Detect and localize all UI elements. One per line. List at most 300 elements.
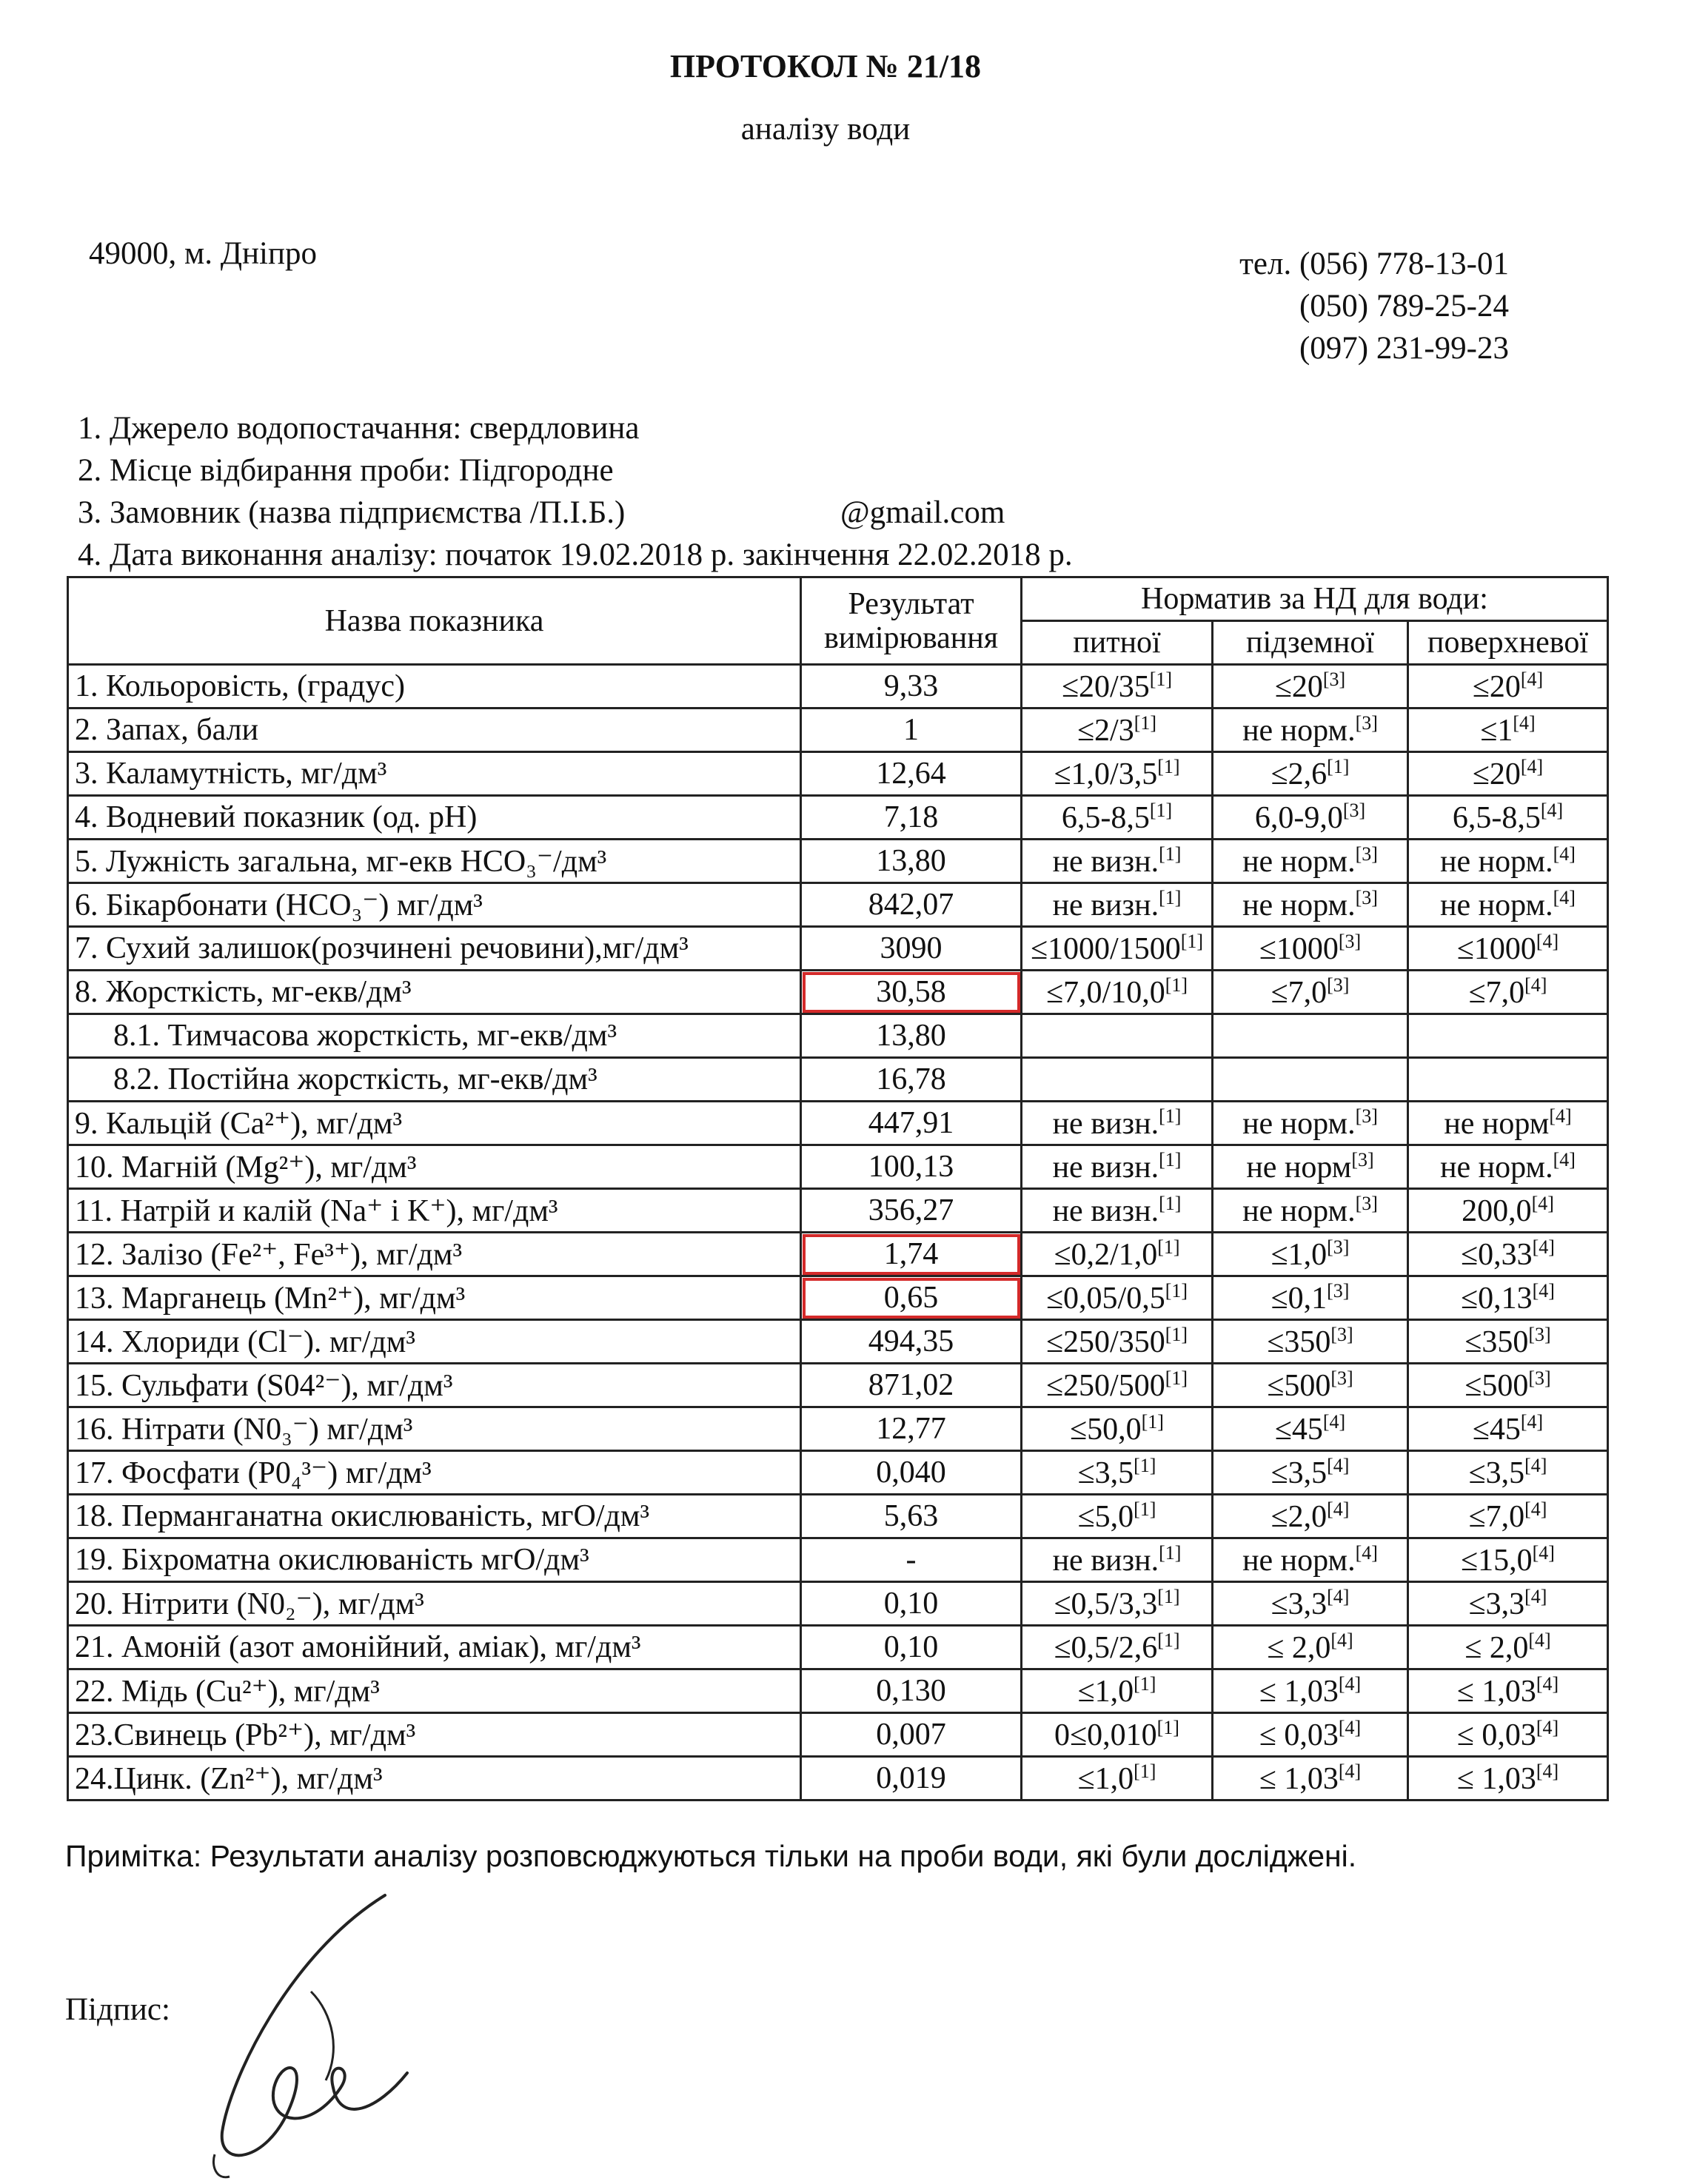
- table-row: [68, 1669, 1608, 1713]
- norm-value: ≤500: [1464, 1368, 1529, 1403]
- norm-value: ≤5,0: [1077, 1499, 1134, 1534]
- table-row: [68, 1058, 1608, 1102]
- norm-ref: [4]: [1327, 1498, 1350, 1520]
- norm-ref: [4]: [1524, 1454, 1547, 1476]
- norm-cell: [1213, 1582, 1408, 1626]
- norm-value: не визн.: [1052, 888, 1159, 922]
- norm-value: не норм.: [1242, 1193, 1356, 1228]
- norm-value: ≤45: [1274, 1412, 1323, 1447]
- measurement-result: 0,10: [801, 1626, 1022, 1669]
- norm-cell: [1213, 796, 1408, 840]
- norm-value: 6,5-8,5: [1061, 800, 1150, 835]
- norm-cell: [1213, 971, 1408, 1014]
- norm-value: ≤3,5: [1077, 1456, 1134, 1490]
- norm-cell: [1022, 1495, 1213, 1538]
- norm-ref: [1]: [1159, 1105, 1182, 1127]
- indicator-name: 15. Сульфати (S04²⁻), мг/дм³: [68, 1364, 801, 1407]
- norm-cell: [1213, 840, 1408, 883]
- norm-cell: [1213, 1626, 1408, 1669]
- norm-value: ≤1000: [1456, 931, 1536, 966]
- norm-cell: [1213, 752, 1408, 796]
- norm-cell: [1213, 1538, 1408, 1582]
- norm-ref: [4]: [1327, 1454, 1350, 1476]
- norm-cell: [1213, 1713, 1408, 1757]
- norm-cell: [1022, 752, 1213, 796]
- measurement-result: 30,58: [801, 971, 1022, 1014]
- norm-ref: [3]: [1355, 1105, 1378, 1127]
- norm-value: ≤20: [1472, 757, 1521, 791]
- norm-ref: [4]: [1531, 1192, 1554, 1214]
- phone-2: (050) 789-25-24: [1299, 289, 1509, 324]
- table-row: [68, 840, 1608, 883]
- norm-value: не норм: [1444, 1106, 1550, 1141]
- info-analysis-dates: 4. Дата виконання аналізу: початок 19.02.2018 р. закінчення 22.02.2018 р.: [78, 537, 1073, 572]
- norm-cell: [1408, 1058, 1608, 1102]
- measurement-result: 494,35: [801, 1320, 1022, 1364]
- indicator-name: 21. Амоній (азот амонійний, аміак), мг/дм³: [68, 1626, 801, 1669]
- norm-cell: [1213, 1669, 1408, 1713]
- table-row: [68, 1451, 1608, 1495]
- norm-value: ≤0,5/2,6: [1054, 1630, 1158, 1665]
- norm-cell: [1022, 1451, 1213, 1495]
- measurement-result: 5,63: [801, 1495, 1022, 1538]
- norm-cell: [1408, 1102, 1608, 1145]
- norm-ref: [3]: [1330, 1367, 1353, 1389]
- norm-ref: [1]: [1159, 1541, 1182, 1564]
- results-table-body: [68, 665, 1608, 1801]
- norm-cell: [1408, 1364, 1608, 1407]
- indicator-name: 4. Водневий показник (од. pH): [68, 796, 801, 840]
- measurement-result: 871,02: [801, 1364, 1022, 1407]
- norm-cell: [1408, 1189, 1608, 1233]
- indicator-name: 9. Кальцій (Ca²⁺), мг/дм³: [68, 1102, 801, 1145]
- indicator-name: 12. Залізо (Fe²⁺, Fe³⁺), мг/дм³: [68, 1233, 801, 1276]
- measurement-result: 12,64: [801, 752, 1022, 796]
- table-row: [68, 1407, 1608, 1451]
- norm-cell: [1022, 1014, 1213, 1058]
- norm-ref: [1]: [1165, 1367, 1188, 1389]
- norm-value: ≤20/35: [1061, 669, 1150, 704]
- norm-value: ≤7,0/10,0: [1045, 975, 1165, 1010]
- norm-cell: [1213, 1145, 1408, 1189]
- norm-ref: [1]: [1156, 1716, 1179, 1738]
- norm-value: не норм.: [1242, 713, 1356, 748]
- footnote: Примітка: Результати аналізу розповсюджуються тільки на проби води, які були досліджені.: [65, 1839, 1357, 1873]
- measurement-result: 842,07: [801, 883, 1022, 927]
- norm-value: ≤ 1,03: [1456, 1761, 1536, 1796]
- norm-value: ≤1,0/3,5: [1054, 757, 1158, 791]
- measurement-result: 100,13: [801, 1145, 1022, 1189]
- norm-cell: [1213, 1189, 1408, 1233]
- header-indicator-name: Назва показника: [68, 577, 801, 665]
- norm-ref: [4]: [1549, 1105, 1572, 1127]
- norm-value: не норм.: [1242, 1543, 1356, 1578]
- info-sampling-place: 2. Місце відбирання проби: Підгородне: [78, 453, 614, 488]
- norm-ref: [4]: [1553, 843, 1576, 865]
- norm-value: ≤0,1: [1270, 1281, 1328, 1316]
- table-row: [68, 1189, 1608, 1233]
- info-customer-label: 3. Замовник (назва підприємства /П.І.Б.): [78, 495, 626, 530]
- norm-ref: [4]: [1528, 1629, 1551, 1651]
- table-row: [68, 1713, 1608, 1757]
- norm-cell: [1213, 1495, 1408, 1538]
- norm-cell: [1022, 1582, 1213, 1626]
- norm-cell: [1213, 1364, 1408, 1407]
- table-row: [68, 709, 1608, 752]
- norm-value: ≤1000: [1259, 931, 1339, 966]
- indicator-name: 19. Біхроматна окислюваність мгО/дм³: [68, 1538, 801, 1582]
- norm-ref: [3]: [1355, 711, 1378, 734]
- norm-cell: [1213, 709, 1408, 752]
- indicator-name: 6. Бікарбонати (HCO₃⁻) мг/дм³: [68, 883, 801, 927]
- indicator-name: 23.Свинець (Pb²⁺), мг/дм³: [68, 1713, 801, 1757]
- norm-value: ≤ 1,03: [1259, 1674, 1339, 1709]
- table-row: [68, 1495, 1608, 1538]
- norm-value: ≤50,0: [1070, 1412, 1142, 1447]
- header-norm-drinking: питної: [1022, 621, 1213, 665]
- norm-cell: [1408, 709, 1608, 752]
- norm-cell: [1022, 1713, 1213, 1757]
- norm-value: ≤3,3: [1270, 1587, 1328, 1621]
- results-table: [67, 576, 1609, 1801]
- measurement-result: 0,040: [801, 1451, 1022, 1495]
- norm-value: ≤1,0: [1077, 1761, 1134, 1796]
- measurement-result: 3090: [801, 927, 1022, 971]
- norm-ref: [1]: [1149, 668, 1173, 690]
- norm-ref: [4]: [1532, 1279, 1555, 1302]
- norm-cell: [1408, 1145, 1608, 1189]
- norm-cell: [1022, 1669, 1213, 1713]
- norm-cell: [1022, 840, 1213, 883]
- norm-cell: [1408, 840, 1608, 883]
- norm-cell: [1408, 1757, 1608, 1801]
- norm-ref: [1]: [1157, 1629, 1180, 1651]
- norm-ref: [4]: [1536, 1716, 1559, 1738]
- norm-ref: [1]: [1134, 1672, 1156, 1695]
- measurement-result: 0,65: [801, 1276, 1022, 1320]
- measurement-result: 0,019: [801, 1757, 1022, 1801]
- norm-cell: [1213, 1451, 1408, 1495]
- norm-value: не визн.: [1052, 1543, 1159, 1578]
- norm-ref: [1]: [1134, 1454, 1156, 1476]
- norm-cell: [1022, 1189, 1213, 1233]
- norm-ref: [1]: [1180, 930, 1204, 952]
- norm-cell: [1022, 1626, 1213, 1669]
- norm-ref: [3]: [1322, 668, 1346, 690]
- norm-ref: [4]: [1536, 1760, 1559, 1782]
- norm-cell: [1022, 1364, 1213, 1407]
- indicator-name: 24.Цинк. (Zn²⁺), мг/дм³: [68, 1757, 801, 1801]
- indicator-name: 5. Лужність загальна, мг-екв HCO₃⁻/дм³: [68, 840, 801, 883]
- norm-cell: [1408, 1669, 1608, 1713]
- norm-cell: [1213, 883, 1408, 927]
- norm-cell: [1022, 1757, 1213, 1801]
- norm-ref: [4]: [1513, 711, 1536, 734]
- table-row: [68, 752, 1608, 796]
- indicator-name: 8.1. Тимчасова жорсткість, мг-екв/дм³: [68, 1014, 801, 1058]
- phone-block: [1239, 243, 1509, 369]
- norm-value: ≤15,0: [1461, 1543, 1533, 1578]
- phone-3: (097) 231-99-23: [1299, 331, 1509, 366]
- measurement-result: 12,77: [801, 1407, 1022, 1451]
- norm-ref: [4]: [1524, 974, 1547, 996]
- table-row: [68, 1102, 1608, 1145]
- norm-value: 6,5-8,5: [1452, 800, 1541, 835]
- norm-value: ≤7,0: [1468, 975, 1525, 1010]
- norm-ref: [3]: [1355, 843, 1378, 865]
- norm-value: ≤ 0,03: [1259, 1718, 1339, 1752]
- norm-cell: [1408, 1582, 1608, 1626]
- norm-cell: [1213, 1102, 1408, 1145]
- table-row: [68, 1364, 1608, 1407]
- norm-cell: [1022, 883, 1213, 927]
- norm-value: ≤2,0: [1270, 1499, 1328, 1534]
- document-title: ПРОТОКОЛ № 21/18: [669, 48, 982, 84]
- norm-ref: [3]: [1330, 1323, 1353, 1345]
- measurement-result: 0,130: [801, 1669, 1022, 1713]
- norm-ref: [4]: [1338, 1760, 1362, 1782]
- measurement-result: 9,33: [801, 665, 1022, 709]
- indicator-name: 16. Нітрати (N0₃⁻) мг/дм³: [68, 1407, 801, 1451]
- measurement-result: 447,91: [801, 1102, 1022, 1145]
- norm-value: ≤ 2,0: [1267, 1630, 1331, 1665]
- norm-value: ≤250/350: [1045, 1324, 1165, 1359]
- norm-value: не норм.: [1440, 1150, 1553, 1185]
- norm-ref: [1]: [1165, 1279, 1188, 1302]
- indicator-name: 13. Марганець (Mn²⁺), мг/дм³: [68, 1276, 801, 1320]
- measurement-result: 16,78: [801, 1058, 1022, 1102]
- indicator-name: 17. Фосфати (P0₄³⁻) мг/дм³: [68, 1451, 801, 1495]
- norm-value: ≤7,0: [1270, 975, 1328, 1010]
- norm-ref: [1]: [1159, 1148, 1182, 1170]
- norm-ref: [4]: [1540, 799, 1564, 821]
- norm-cell: [1408, 883, 1608, 927]
- signature-label: Підпис:: [65, 1992, 170, 2027]
- signature-image: [200, 1888, 437, 2184]
- norm-ref: [3]: [1351, 1148, 1374, 1170]
- indicator-name: 10. Магній (Mg²⁺), мг/дм³: [68, 1145, 801, 1189]
- norm-ref: [4]: [1355, 1541, 1378, 1564]
- norm-value: ≤250/500: [1045, 1368, 1165, 1403]
- norm-cell: [1408, 1014, 1608, 1058]
- document-subtitle: аналізу води: [740, 112, 911, 147]
- customer-email: @gmail.com: [840, 495, 1005, 530]
- measurement-result: 1,74: [801, 1233, 1022, 1276]
- norm-ref: [1]: [1149, 799, 1173, 821]
- norm-value: ≤ 0,03: [1456, 1718, 1536, 1752]
- norm-value: 200,0: [1462, 1193, 1532, 1228]
- norm-value: ≤45: [1472, 1412, 1521, 1447]
- indicator-name: 8.2. Постійна жорсткість, мг-екв/дм³: [68, 1058, 801, 1102]
- norm-ref: [1]: [1157, 755, 1180, 777]
- norm-cell: [1022, 1407, 1213, 1451]
- norm-ref: [4]: [1524, 1498, 1547, 1520]
- header-norm-surface: поверхневої: [1408, 621, 1608, 665]
- norm-cell: [1213, 1757, 1408, 1801]
- header-norm: Норматив за НД для води:: [1022, 577, 1608, 621]
- norm-ref: [1]: [1159, 1192, 1182, 1214]
- norm-value: не норм.: [1440, 844, 1553, 879]
- norm-cell: [1408, 1276, 1608, 1320]
- info-block: [78, 407, 1073, 576]
- norm-ref: [1]: [1159, 886, 1182, 908]
- norm-value: ≤350: [1267, 1324, 1331, 1359]
- norm-cell: [1022, 1233, 1213, 1276]
- indicator-name: 22. Мідь (Cu²⁺), мг/дм³: [68, 1669, 801, 1713]
- norm-ref: [3]: [1528, 1367, 1551, 1389]
- norm-value: не визн.: [1052, 1193, 1159, 1228]
- norm-ref: [1]: [1134, 711, 1157, 734]
- norm-value: ≤3,5: [1270, 1456, 1328, 1490]
- norm-cell: [1022, 971, 1213, 1014]
- norm-cell: [1408, 1233, 1608, 1276]
- norm-cell: [1408, 1713, 1608, 1757]
- measurement-result: -: [801, 1538, 1022, 1582]
- norm-ref: [3]: [1327, 1279, 1350, 1302]
- norm-ref: [4]: [1338, 1716, 1362, 1738]
- norm-value: ≤2,6: [1270, 757, 1328, 791]
- norm-ref: [4]: [1536, 930, 1559, 952]
- norm-value: ≤1,0: [1077, 1674, 1134, 1709]
- norm-value: не норм.: [1242, 888, 1356, 922]
- norm-cell: [1408, 927, 1608, 971]
- norm-cell: [1022, 927, 1213, 971]
- norm-cell: [1408, 1495, 1608, 1538]
- norm-value: ≤3,5: [1468, 1456, 1525, 1490]
- indicator-name: 14. Хлориди (Cl⁻). мг/дм³: [68, 1320, 801, 1364]
- norm-value: ≤2/3: [1077, 713, 1134, 748]
- indicator-name: 1. Кольоровість, (градус): [68, 665, 801, 709]
- norm-value: ≤1: [1480, 713, 1513, 748]
- norm-cell: [1408, 665, 1608, 709]
- norm-cell: [1213, 1320, 1408, 1364]
- norm-cell: [1213, 1407, 1408, 1451]
- norm-ref: [3]: [1338, 930, 1362, 952]
- norm-value: ≤0,05/0,5: [1045, 1281, 1165, 1316]
- norm-value: не норм.: [1440, 888, 1553, 922]
- norm-ref: [4]: [1520, 1410, 1544, 1433]
- indicator-name: 7. Сухий залишок(розчинені речовини),мг/дм³: [68, 927, 801, 971]
- indicator-name: 3. Каламутність, мг/дм³: [68, 752, 801, 796]
- table-row: [68, 1276, 1608, 1320]
- table-row: [68, 1145, 1608, 1189]
- phone-1: тел. (056) 778-13-01: [1239, 247, 1509, 281]
- norm-cell: [1408, 752, 1608, 796]
- norm-value: ≤20: [1472, 669, 1521, 704]
- table-row: [68, 1626, 1608, 1669]
- table-row: [68, 1757, 1608, 1801]
- norm-value: ≤3,3: [1468, 1587, 1525, 1621]
- norm-value: 0≤0,010: [1054, 1718, 1157, 1752]
- measurement-result: 356,27: [801, 1189, 1022, 1233]
- table-row: [68, 1320, 1608, 1364]
- norm-ref: [4]: [1338, 1672, 1362, 1695]
- norm-cell: [1022, 1320, 1213, 1364]
- norm-cell: [1408, 1538, 1608, 1582]
- norm-cell: [1408, 1626, 1608, 1669]
- norm-ref: [4]: [1524, 1585, 1547, 1607]
- address: 49000, м. Дніпро: [89, 236, 318, 271]
- indicator-name: 2. Запах, бали: [68, 709, 801, 752]
- norm-ref: [1]: [1141, 1410, 1164, 1433]
- norm-value: ≤7,0: [1468, 1499, 1525, 1534]
- norm-cell: [1408, 971, 1608, 1014]
- norm-value: не визн.: [1052, 1106, 1159, 1141]
- norm-ref: [1]: [1159, 843, 1182, 865]
- norm-ref: [3]: [1355, 1192, 1378, 1214]
- norm-value: не норм: [1246, 1150, 1352, 1185]
- norm-ref: [1]: [1157, 1236, 1180, 1258]
- measurement-result: 13,80: [801, 840, 1022, 883]
- norm-ref: [1]: [1134, 1760, 1156, 1782]
- info-customer: [78, 492, 1073, 534]
- norm-cell: [1213, 1276, 1408, 1320]
- norm-value: ≤0,2/1,0: [1054, 1237, 1158, 1272]
- table-row: [68, 1582, 1608, 1626]
- norm-value: ≤1,0: [1270, 1237, 1328, 1272]
- norm-ref: [3]: [1327, 974, 1350, 996]
- norm-ref: [1]: [1165, 974, 1188, 996]
- norm-cell: [1213, 665, 1408, 709]
- norm-cell: [1022, 1058, 1213, 1102]
- norm-value: ≤0,13: [1461, 1281, 1533, 1316]
- indicator-name: 20. Нітрити (N0₂⁻), мг/дм³: [68, 1582, 801, 1626]
- measurement-result: 13,80: [801, 1014, 1022, 1058]
- norm-ref: [4]: [1553, 1148, 1576, 1170]
- norm-ref: [4]: [1330, 1629, 1353, 1651]
- table-row: [68, 883, 1608, 927]
- indicator-name: 8. Жорсткість, мг-екв/дм³: [68, 971, 801, 1014]
- norm-cell: [1022, 1102, 1213, 1145]
- norm-ref: [4]: [1532, 1541, 1555, 1564]
- norm-ref: [4]: [1532, 1236, 1555, 1258]
- norm-ref: [3]: [1528, 1323, 1551, 1345]
- norm-cell: [1022, 665, 1213, 709]
- measurement-result: 1: [801, 709, 1022, 752]
- norm-cell: [1213, 1233, 1408, 1276]
- norm-ref: [4]: [1327, 1585, 1350, 1607]
- table-row: [68, 971, 1608, 1014]
- norm-cell: [1022, 709, 1213, 752]
- norm-cell: [1408, 1451, 1608, 1495]
- norm-value: ≤0,5/3,3: [1054, 1587, 1158, 1621]
- norm-value: не визн.: [1052, 1150, 1159, 1185]
- norm-ref: [4]: [1520, 668, 1544, 690]
- norm-value: ≤ 2,0: [1464, 1630, 1529, 1665]
- header-norm-ground: підземної: [1213, 621, 1408, 665]
- norm-ref: [3]: [1327, 1236, 1350, 1258]
- norm-value: ≤ 1,03: [1456, 1674, 1536, 1709]
- norm-cell: [1408, 1407, 1608, 1451]
- norm-ref: [4]: [1536, 1672, 1559, 1695]
- table-row: [68, 796, 1608, 840]
- norm-cell: [1022, 1276, 1213, 1320]
- norm-cell: [1408, 1320, 1608, 1364]
- table-row: [68, 927, 1608, 971]
- norm-ref: [1]: [1157, 1585, 1180, 1607]
- indicator-name: 18. Перманганатна окислюваність, мгО/дм³: [68, 1495, 801, 1538]
- measurement-result: 7,18: [801, 796, 1022, 840]
- measurement-result: 0,10: [801, 1582, 1022, 1626]
- table-row: [68, 1538, 1608, 1582]
- norm-value: не норм.: [1242, 844, 1356, 879]
- table-row: [68, 665, 1608, 709]
- norm-value: 6,0-9,0: [1254, 800, 1343, 835]
- norm-value: не визн.: [1052, 844, 1159, 879]
- norm-ref: [3]: [1355, 886, 1378, 908]
- norm-cell: [1408, 796, 1608, 840]
- norm-value: ≤1000/1500: [1030, 931, 1181, 966]
